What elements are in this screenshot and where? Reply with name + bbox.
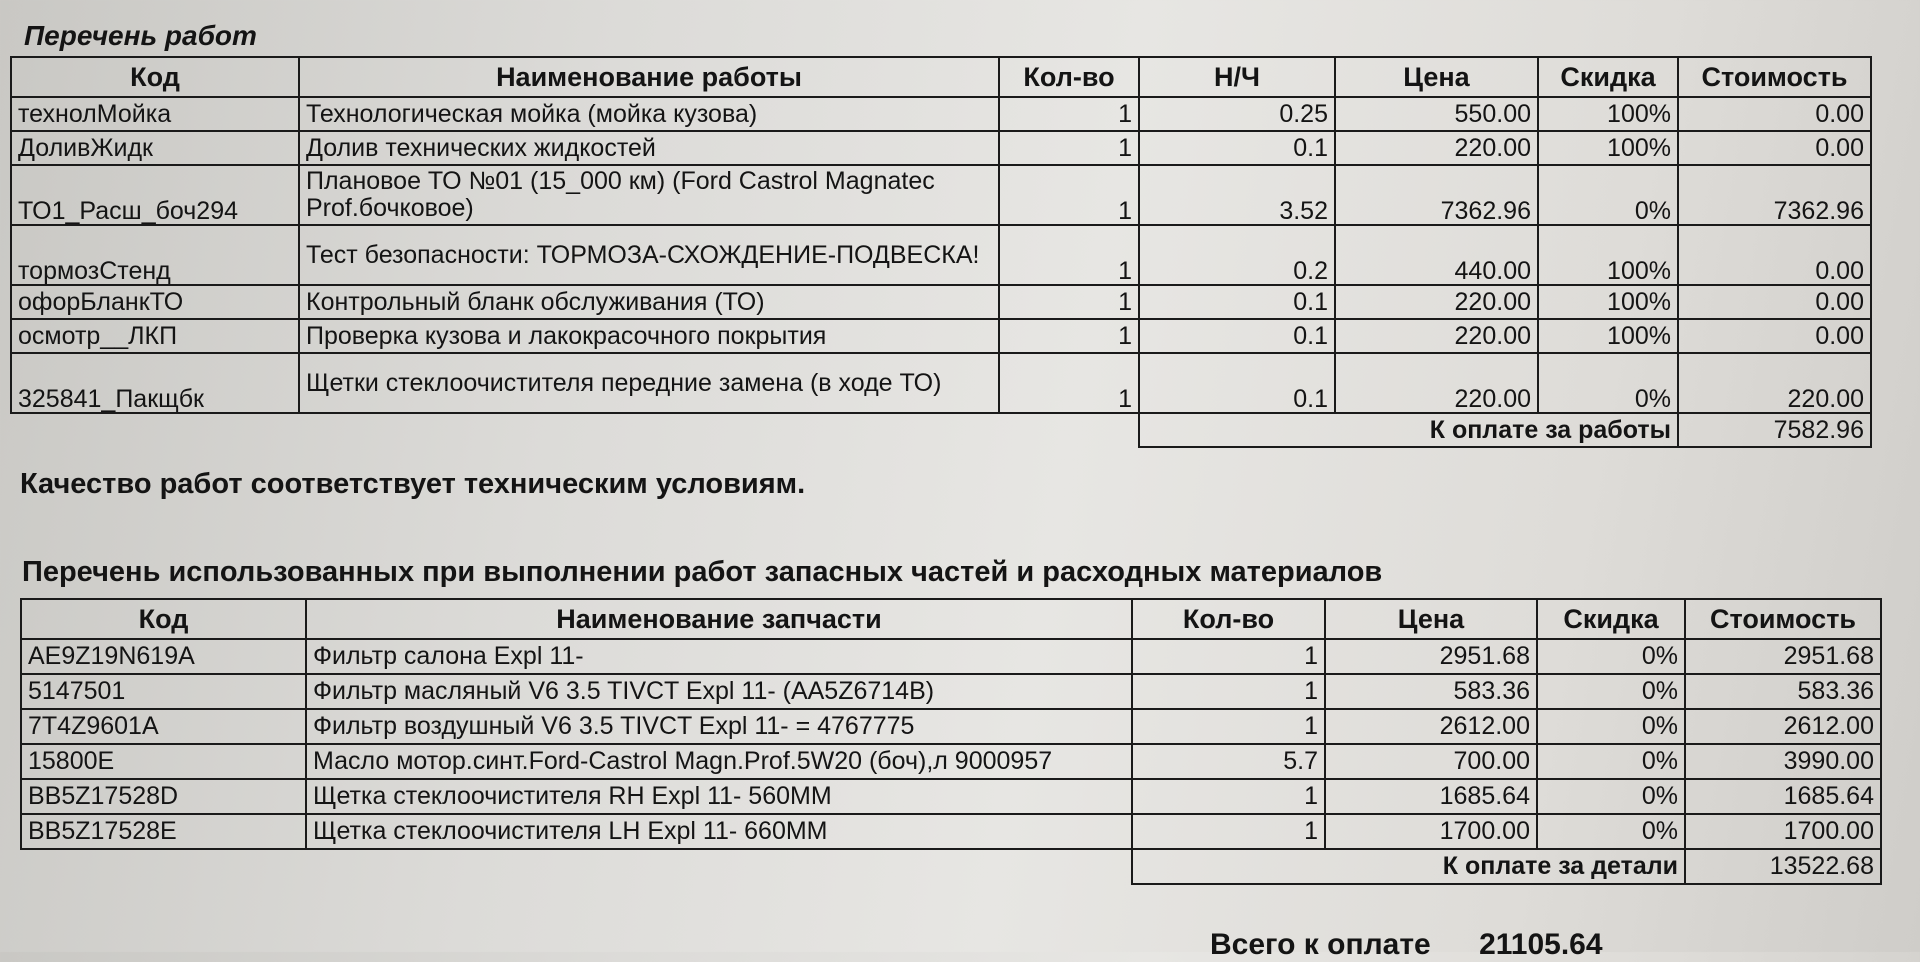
- table-row: [11, 131, 1871, 165]
- table-row: [11, 165, 1871, 225]
- part-discount: 0%: [1537, 709, 1685, 744]
- work-nh: 0.25: [1139, 97, 1335, 131]
- work-name: Долив технических жидкостей: [299, 131, 999, 165]
- parts-title: Перечень использованных при выполнении работ запасных частей и расходных материалов: [22, 556, 1383, 588]
- parts-header-qty: Кол-во: [1132, 599, 1325, 639]
- work-qty: 1: [999, 97, 1139, 131]
- work-discount: 100%: [1538, 131, 1678, 165]
- part-cost: 1685.64: [1685, 779, 1881, 814]
- part-code: 5147501: [21, 674, 306, 709]
- parts-total-value: 13522.68: [1685, 849, 1881, 884]
- table-row: [11, 285, 1871, 319]
- parts-header-code: Код: [21, 599, 306, 639]
- table-row: [21, 779, 1881, 814]
- part-cost: 583.36: [1685, 674, 1881, 709]
- work-nh: 0.2: [1139, 225, 1335, 285]
- part-qty: 1: [1132, 674, 1325, 709]
- part-code: BB5Z17528E: [21, 814, 306, 849]
- work-discount: 100%: [1538, 225, 1678, 285]
- work-nh: 3.52: [1139, 165, 1335, 225]
- works-header-row: [11, 57, 1871, 97]
- part-qty: 1: [1132, 639, 1325, 674]
- work-price: 220.00: [1335, 319, 1538, 353]
- work-discount: 0%: [1538, 353, 1678, 413]
- works-header-price: Цена: [1335, 57, 1538, 97]
- work-price: 220.00: [1335, 131, 1538, 165]
- work-code: осмотр__ЛКП: [11, 319, 299, 353]
- work-name: Технологическая мойка (мойка кузова): [299, 97, 999, 131]
- part-name: Фильтр масляный V6 3.5 TIVCT Expl 11- (AA5Z6714B): [306, 674, 1132, 709]
- work-qty: 1: [999, 131, 1139, 165]
- work-discount: 100%: [1538, 285, 1678, 319]
- part-price: 1700.00: [1325, 814, 1537, 849]
- table-row: [11, 97, 1871, 131]
- part-code: 7T4Z9601A: [21, 709, 306, 744]
- work-nh: 0.1: [1139, 131, 1335, 165]
- work-name: Щетки стеклоочистителя передние замена (в ходе ТО): [299, 353, 999, 413]
- parts-header-row: [21, 599, 1881, 639]
- part-name: Масло мотор.синт.Ford-Castrol Magn.Prof.5W20 (боч),л 9000957: [306, 744, 1132, 779]
- part-discount: 0%: [1537, 744, 1685, 779]
- part-cost: 2951.68: [1685, 639, 1881, 674]
- work-nh: 0.1: [1139, 285, 1335, 319]
- grand-total-value: 21105.64: [1479, 928, 1603, 961]
- works-header-name: Наименование работы: [299, 57, 999, 97]
- table-row: [11, 319, 1871, 353]
- work-cost: 7362.96: [1678, 165, 1871, 225]
- grand-total: [1210, 928, 1643, 962]
- parts-header-discount: Скидка: [1537, 599, 1685, 639]
- part-price: 2612.00: [1325, 709, 1537, 744]
- work-price: 220.00: [1335, 353, 1538, 413]
- part-name: Фильтр воздушный V6 3.5 TIVCT Expl 11- = 4767775: [306, 709, 1132, 744]
- works-header-code: Код: [11, 57, 299, 97]
- work-cost: 0.00: [1678, 97, 1871, 131]
- works-title: Перечень работ: [24, 20, 257, 51]
- work-cost: 0.00: [1678, 319, 1871, 353]
- table-row: [11, 225, 1871, 285]
- part-price: 1685.64: [1325, 779, 1537, 814]
- work-cost: 220.00: [1678, 353, 1871, 413]
- work-qty: 1: [999, 319, 1139, 353]
- part-code: 15800E: [21, 744, 306, 779]
- part-price: 700.00: [1325, 744, 1537, 779]
- table-row: [21, 744, 1881, 779]
- parts-header-name: Наименование запчасти: [306, 599, 1132, 639]
- part-qty: 1: [1132, 779, 1325, 814]
- work-name: Плановое ТО №01 (15_000 км) (Ford Castrol Magnatec Prof.бочковое): [299, 165, 999, 225]
- work-price: 440.00: [1335, 225, 1538, 285]
- part-code: BB5Z17528D: [21, 779, 306, 814]
- parts-header-cost: Стоимость: [1685, 599, 1881, 639]
- parts-total-row: [21, 849, 1881, 884]
- quality-note: Качество работ соответствует техническим условиям.: [20, 468, 806, 500]
- work-code: офорБланкТО: [11, 285, 299, 319]
- works-total-label: К оплате за работы: [1139, 413, 1678, 447]
- parts-header-price: Цена: [1325, 599, 1537, 639]
- part-price: 583.36: [1325, 674, 1537, 709]
- work-nh: 0.1: [1139, 353, 1335, 413]
- work-qty: 1: [999, 165, 1139, 225]
- work-name: Контрольный бланк обслуживания (ТО): [299, 285, 999, 319]
- part-cost: 1700.00: [1685, 814, 1881, 849]
- part-name: Щетка стеклоочистителя LH Expl 11- 660MM: [306, 814, 1132, 849]
- work-code: ДоливЖидк: [11, 131, 299, 165]
- work-qty: 1: [999, 353, 1139, 413]
- table-row: [11, 353, 1871, 413]
- work-price: 7362.96: [1335, 165, 1538, 225]
- part-price: 2951.68: [1325, 639, 1537, 674]
- works-header-qty: Кол-во: [999, 57, 1139, 97]
- work-cost: 0.00: [1678, 285, 1871, 319]
- works-header-nh: Н/Ч: [1139, 57, 1335, 97]
- work-code: тормозСтенд: [11, 225, 299, 285]
- works-header-discount: Скидка: [1538, 57, 1678, 97]
- part-name: Фильтр салона Expl 11-: [306, 639, 1132, 674]
- work-price: 550.00: [1335, 97, 1538, 131]
- works-total-row: [11, 413, 1871, 447]
- parts-table: [20, 598, 1882, 885]
- part-code: AE9Z19N619A: [21, 639, 306, 674]
- part-discount: 0%: [1537, 639, 1685, 674]
- part-qty: 5.7: [1132, 744, 1325, 779]
- work-nh: 0.1: [1139, 319, 1335, 353]
- work-discount: 100%: [1538, 97, 1678, 131]
- work-cost: 0.00: [1678, 225, 1871, 285]
- works-table: [10, 56, 1872, 448]
- work-discount: 0%: [1538, 165, 1678, 225]
- works-header-cost: Стоимость: [1678, 57, 1871, 97]
- parts-total-label: К оплате за детали: [1132, 849, 1685, 884]
- work-code: технолМойка: [11, 97, 299, 131]
- part-discount: 0%: [1537, 779, 1685, 814]
- part-name: Щетка стеклоочистителя RH Expl 11- 560MM: [306, 779, 1132, 814]
- grand-total-label: Всего к оплате: [1210, 928, 1431, 961]
- part-qty: 1: [1132, 709, 1325, 744]
- work-code: 325841_Пакщбк: [11, 353, 299, 413]
- part-cost: 3990.00: [1685, 744, 1881, 779]
- work-cost: 0.00: [1678, 131, 1871, 165]
- work-name: Проверка кузова и лакокрасочного покрытия: [299, 319, 999, 353]
- work-code: ТО1_Расш_боч294: [11, 165, 299, 225]
- part-discount: 0%: [1537, 674, 1685, 709]
- work-qty: 1: [999, 225, 1139, 285]
- works-total-value: 7582.96: [1678, 413, 1871, 447]
- table-row: [21, 814, 1881, 849]
- work-name: Тест безопасности: ТОРМОЗА-СХОЖДЕНИЕ-ПОДВЕСКА!: [299, 225, 999, 285]
- table-row: [21, 709, 1881, 744]
- table-row: [21, 674, 1881, 709]
- part-discount: 0%: [1537, 814, 1685, 849]
- part-qty: 1: [1132, 814, 1325, 849]
- part-cost: 2612.00: [1685, 709, 1881, 744]
- work-qty: 1: [999, 285, 1139, 319]
- work-discount: 100%: [1538, 319, 1678, 353]
- table-row: [21, 639, 1881, 674]
- work-price: 220.00: [1335, 285, 1538, 319]
